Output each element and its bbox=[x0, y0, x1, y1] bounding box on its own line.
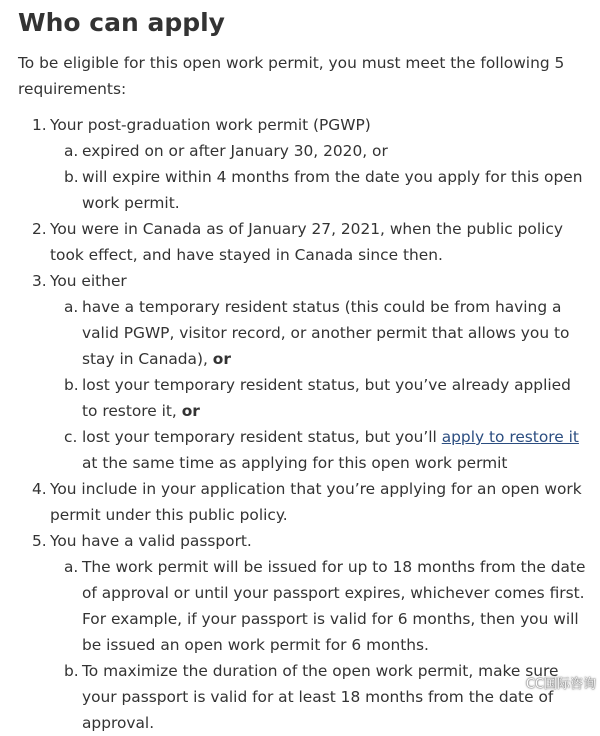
intro-paragraph: To be eligible for this open work permit, you must meet the following 5 requirements: bbox=[18, 54, 565, 98]
sub-item-letter: b. bbox=[64, 662, 79, 680]
sub-item-letter: b. bbox=[64, 376, 79, 394]
requirement-item bbox=[18, 216, 590, 268]
item-number: 5. bbox=[32, 532, 47, 550]
content-section bbox=[18, 0, 590, 736]
sub-item-letter: a. bbox=[64, 142, 79, 160]
requirement-item bbox=[18, 112, 590, 216]
sub-item-text: lost your temporary resident status, but you’ve already applied to restore it, bbox=[82, 376, 571, 420]
item-text: You have a valid passport. bbox=[50, 532, 252, 550]
restore-status-link[interactable]: apply to restore it bbox=[441, 428, 579, 446]
sub-item bbox=[18, 554, 590, 658]
sub-item-letter: a. bbox=[64, 298, 79, 316]
sub-item bbox=[18, 138, 590, 164]
sub-item-letter: c. bbox=[64, 428, 78, 446]
chat-bubble-icon bbox=[509, 676, 523, 690]
sub-item-text: The work permit will be issued for up to 18 months from the date of approval or until your passport expires, whichever comes first. For example, if your passport is valid for 6 months, then you will be issued an open work permit for 6 months. bbox=[82, 558, 586, 654]
sub-item bbox=[18, 658, 590, 736]
sub-item bbox=[18, 164, 590, 216]
sub-item-text: will expire within 4 months from the date you apply for this open work permit. bbox=[82, 168, 583, 212]
item-number: 2. bbox=[32, 220, 47, 238]
requirement-item bbox=[18, 528, 590, 736]
sub-list bbox=[50, 138, 590, 216]
sub-list bbox=[50, 294, 590, 476]
sub-item-text: lost your temporary resident status, but you’ll bbox=[82, 428, 437, 446]
sub-item-text: To maximize the duration of the open work permit, make sure your passport is valid for at least 18 months from the date of approval. bbox=[82, 662, 559, 732]
item-number: 1. bbox=[32, 116, 47, 134]
item-text: You include in your application that you’re applying for an open work permit under this public policy. bbox=[50, 480, 582, 524]
item-number: 3. bbox=[32, 272, 47, 290]
item-number: 4. bbox=[32, 480, 47, 498]
sub-item-text: expired on or after January 30, 2020, or bbox=[82, 142, 388, 160]
watermark bbox=[509, 673, 596, 692]
section-heading: Who can apply bbox=[18, 8, 225, 37]
item-text: Your post-graduation work permit (PGWP) bbox=[50, 116, 371, 134]
item-text: You were in Canada as of January 27, 2021, when the public policy took effect, and have stayed in Canada since then. bbox=[50, 220, 563, 264]
sub-item-emphasis: or bbox=[181, 402, 200, 420]
sub-item bbox=[18, 424, 590, 476]
item-text: You either bbox=[50, 272, 127, 290]
sub-item-letter: b. bbox=[64, 168, 79, 186]
sub-item-letter: a. bbox=[64, 558, 79, 576]
requirement-item bbox=[18, 268, 590, 476]
sub-item-emphasis: or bbox=[212, 350, 231, 368]
sub-item-text: have a temporary resident status (this could be from having a valid PGWP, visitor record, or another permit that allows you to stay in Canada), bbox=[82, 298, 570, 368]
watermark-text: CC国际咨询 bbox=[525, 677, 596, 692]
sub-item bbox=[18, 372, 590, 424]
requirements-list bbox=[18, 112, 590, 736]
sub-item bbox=[18, 294, 590, 372]
sub-list bbox=[50, 554, 590, 736]
sub-item-text: at the same time as applying for this open work permit bbox=[82, 454, 508, 472]
requirement-item bbox=[18, 476, 590, 528]
